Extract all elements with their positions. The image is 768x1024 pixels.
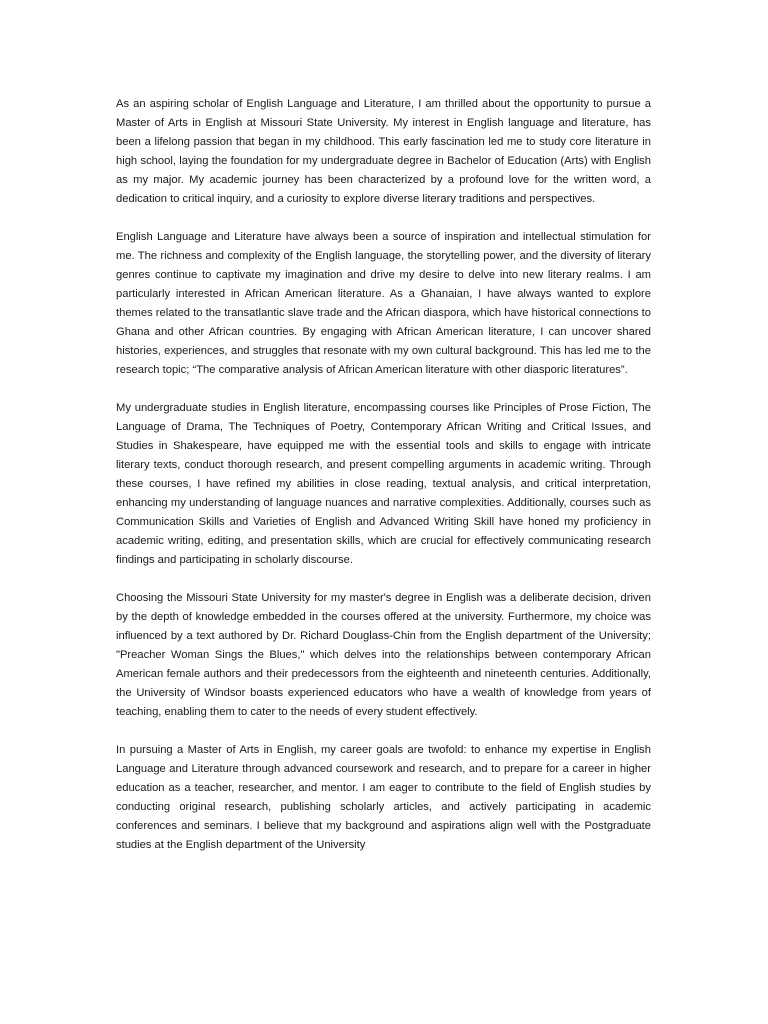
paragraph-interest: English Language and Literature have always been a source of inspiration and intellectual stimulation for me. The richness and complexity of the English language, the storytelling power, and the diversity of literary genres continue to captivate my imagination and drive my desire to delve into new literary realms. I am particularly interested in African American literature. As a Ghanaian, I have always wanted to explore themes related to the transatlantic slave trade and the African diaspora, which have historical connections to Ghana and other African countries. By engaging with African American literature, I can uncover shared histories, experiences, and struggles that resonate with my own cultural background. This has led me to the research topic; “The comparative analysis of African American literature with other diasporic literatures”. — [116, 231, 651, 376]
paragraph-intro: As an aspiring scholar of English Language and Literature, I am thrilled about the opportunity to pursue a Master of Arts in English at Missouri State University. My interest in English language and literature, has been a lifelong passion that began in my childhood. This early fascination led me to study core literature in high school, laying the foundation for my undergraduate degree in Bachelor of Education (Arts) with English as my major. My academic journey has been characterized by a profound love for the written word, a dedication to critical inquiry, and a curiosity to explore diverse literary traditions and perspectives. — [116, 98, 651, 205]
paragraph-career-goals: In pursuing a Master of Arts in English, my career goals are twofold: to enhance my expertise in English Language and Literature through advanced coursework and research, and to prepare for a career in higher education as a teacher, researcher, and mentor. I am eager to contribute to the field of English studies by conducting original research, publishing scholarly articles, and actively participating in academic conferences and seminars. I believe that my background and aspirations align well with the Postgraduate studies at the English department of the University — [116, 744, 651, 851]
paragraph-undergraduate-studies: My undergraduate studies in English literature, encompassing courses like Principles of Prose Fiction, The Language of Drama, The Techniques of Poetry, Contemporary African Writing and Critical Issues, and Studies in Shakespeare, have equipped me with the essential tools and skills to engage with intricate literary texts, conduct thorough research, and present compelling arguments in academic writing. Through these courses, I have refined my abilities in close reading, textual analysis, and critical interpretation, enhancing my understanding of language nuances and narrative complexities. Additionally, courses such as Communication Skills and Varieties of English and Advanced Writing Skill have honed my proficiency in academic writing, editing, and presentation skills, which are crucial for effectively communicating research findings and participating in scholarly discourse. — [116, 402, 651, 566]
paragraph-university-choice: Choosing the Missouri State University for my master's degree in English was a deliberate decision, driven by the depth of knowledge embedded in the courses offered at the university. Furthermore, my choice was influenced by a text authored by Dr. Richard Douglass-Chin from the English department of the University; "Preacher Woman Sings the Blues," which delves into the relationships between contemporary African American female authors and their predecessors from the eighteenth and nineteenth centuries. Additionally, the University of Windsor boasts experienced educators who have a wealth of knowledge from years of teaching, enabling them to cater to the needs of every student effectively. — [116, 592, 651, 718]
document-page — [116, 95, 651, 855]
